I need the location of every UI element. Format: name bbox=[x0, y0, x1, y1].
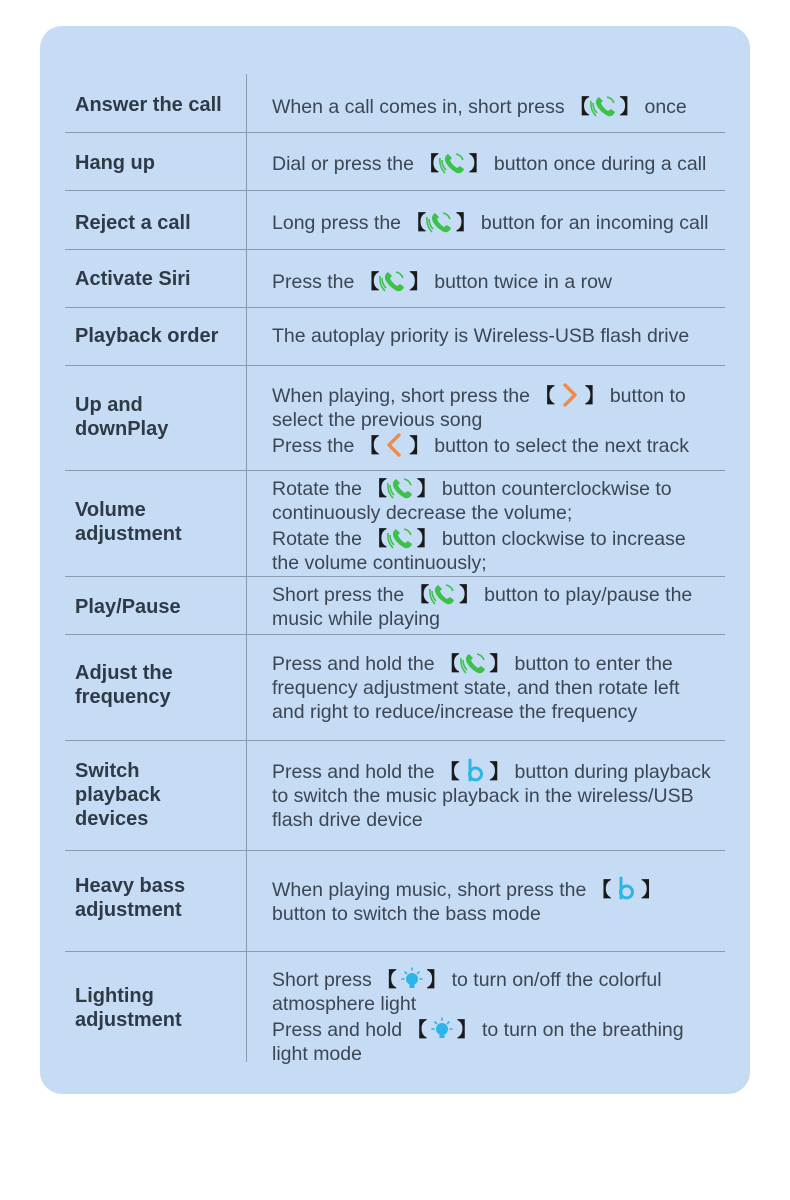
description-line bbox=[272, 700, 742, 724]
row-divider bbox=[65, 190, 725, 191]
description-line bbox=[272, 581, 742, 607]
function-description bbox=[272, 93, 742, 119]
close-bracket: 】 bbox=[468, 153, 489, 175]
description-line bbox=[272, 650, 742, 676]
row-divider bbox=[65, 249, 725, 250]
description-text: button to bbox=[604, 385, 686, 407]
bracketed-phone-call-icon bbox=[570, 96, 639, 118]
description-text: continuously decrease the volume; bbox=[272, 502, 573, 524]
close-bracket: 】 bbox=[489, 761, 510, 783]
phone-call-icon bbox=[379, 271, 409, 293]
chevron-right-icon bbox=[555, 385, 585, 407]
row-divider bbox=[65, 951, 725, 952]
description-text: Rotate the bbox=[272, 528, 368, 550]
function-description bbox=[272, 876, 742, 926]
bracketed-phone-call-icon bbox=[419, 153, 488, 175]
bracketed-phone-call-icon bbox=[367, 478, 436, 500]
description-text: button for an incoming call bbox=[475, 212, 709, 234]
row-divider bbox=[65, 634, 725, 635]
bracketed-phone-call-icon bbox=[410, 584, 479, 606]
bracketed-phone-call-icon bbox=[367, 528, 436, 550]
column-divider bbox=[246, 74, 247, 1062]
description-line bbox=[272, 209, 742, 235]
phone-call-icon bbox=[387, 478, 417, 500]
description-text: flash drive device bbox=[272, 809, 423, 831]
description-text: Press and hold the bbox=[272, 653, 441, 675]
bracketed-chevron-right-icon bbox=[535, 385, 604, 407]
description-text: Long press the bbox=[272, 212, 407, 234]
function-label-hang-up: Hang up bbox=[75, 152, 155, 174]
function-label-play-pause: Play/Pause bbox=[75, 596, 181, 618]
bass-b-icon bbox=[460, 761, 490, 783]
close-bracket: 】 bbox=[416, 528, 437, 550]
description-text: button to select the next track bbox=[428, 435, 689, 457]
bass-b-icon bbox=[611, 879, 641, 901]
close-bracket: 】 bbox=[457, 1019, 477, 1041]
phone-call-icon bbox=[387, 528, 417, 550]
open-bracket: 【 bbox=[591, 879, 612, 901]
description-text: light mode bbox=[272, 1043, 362, 1065]
description-text: button twice in a row bbox=[428, 271, 613, 293]
row-divider bbox=[65, 576, 725, 577]
bracketed-phone-call-icon bbox=[360, 271, 429, 293]
open-bracket: 【 bbox=[359, 435, 380, 457]
description-line bbox=[272, 324, 742, 348]
function-description bbox=[272, 581, 742, 631]
close-bracket: 】 bbox=[409, 271, 429, 293]
close-bracket: 】 bbox=[426, 969, 447, 991]
open-bracket: 【 bbox=[440, 653, 460, 675]
description-line bbox=[272, 1016, 742, 1042]
description-line bbox=[272, 966, 742, 992]
open-bracket: 【 bbox=[367, 528, 387, 550]
close-bracket: 】 bbox=[409, 435, 429, 457]
close-bracket: 】 bbox=[459, 584, 479, 606]
description-text: once bbox=[639, 96, 687, 118]
function-label-volume-adjustment: Volume adjustment bbox=[75, 499, 182, 545]
function-description bbox=[272, 268, 742, 294]
light-bulb-icon bbox=[427, 1019, 457, 1041]
function-label-heavy-bass-adjustment: Heavy bass adjustment bbox=[75, 875, 186, 921]
bracketed-chevron-left-icon bbox=[360, 435, 429, 457]
function-description bbox=[272, 758, 742, 832]
description-line bbox=[272, 501, 742, 525]
description-line bbox=[272, 93, 742, 119]
function-description bbox=[272, 475, 742, 575]
bracketed-phone-call-icon bbox=[440, 653, 509, 675]
bracketed-phone-call-icon bbox=[406, 212, 475, 234]
phone-call-icon bbox=[590, 96, 620, 118]
function-description bbox=[272, 650, 742, 724]
row-divider bbox=[65, 132, 725, 133]
bracketed-bass-b-icon bbox=[592, 879, 661, 901]
description-line bbox=[272, 784, 742, 808]
description-text: music while playing bbox=[272, 608, 440, 630]
description-text: button to play/pause the bbox=[478, 584, 693, 606]
description-text: button to switch the bass mode bbox=[272, 903, 541, 925]
function-label-answer-the-call: Answer the call bbox=[75, 94, 222, 116]
description-line bbox=[272, 432, 742, 458]
description-line bbox=[272, 150, 742, 176]
description-text: button once during a call bbox=[488, 153, 707, 175]
function-label-reject-a-call: Reject a call bbox=[75, 212, 191, 234]
open-bracket: 【 bbox=[406, 212, 426, 234]
light-bulb-icon bbox=[397, 969, 427, 991]
function-description bbox=[272, 150, 742, 176]
function-label-playback-order: Playback order bbox=[75, 325, 219, 347]
description-text: Rotate the bbox=[272, 478, 368, 500]
description-text: When playing, short press the bbox=[272, 385, 536, 407]
open-bracket: 【 bbox=[377, 969, 397, 991]
phone-call-icon bbox=[439, 153, 469, 175]
description-text: Press the bbox=[272, 271, 360, 293]
description-line bbox=[272, 525, 742, 551]
function-description bbox=[272, 382, 742, 458]
description-text: select the previous song bbox=[272, 409, 483, 431]
open-bracket: 【 bbox=[440, 761, 460, 783]
description-text: Press the bbox=[272, 435, 360, 457]
description-text: to turn on the breathing bbox=[476, 1019, 684, 1041]
function-label-activate-siri: Activate Siri bbox=[75, 268, 191, 290]
function-label-lighting-adjustment: Lighting adjustment bbox=[75, 985, 182, 1031]
description-line bbox=[272, 992, 742, 1016]
description-line bbox=[272, 607, 742, 631]
open-bracket: 【 bbox=[367, 478, 387, 500]
close-bracket: 】 bbox=[619, 96, 640, 118]
close-bracket: 】 bbox=[489, 653, 510, 675]
phone-call-icon bbox=[460, 653, 490, 675]
description-text: Short press the bbox=[272, 584, 410, 606]
description-text: frequency adjustment state, and then rotate left bbox=[272, 677, 680, 699]
open-bracket: 【 bbox=[359, 271, 380, 293]
function-description bbox=[272, 966, 742, 1066]
row-divider bbox=[65, 850, 725, 851]
description-text: button clockwise to increase bbox=[436, 528, 686, 550]
description-line bbox=[272, 676, 742, 700]
description-line bbox=[272, 475, 742, 501]
description-line bbox=[272, 876, 742, 902]
close-bracket: 】 bbox=[416, 478, 437, 500]
description-text: button counterclockwise to bbox=[436, 478, 672, 500]
description-line bbox=[272, 551, 742, 575]
row-divider bbox=[65, 740, 725, 741]
description-line bbox=[272, 268, 742, 294]
function-description bbox=[272, 209, 742, 235]
phone-call-icon bbox=[426, 212, 456, 234]
description-text: button to enter the bbox=[509, 653, 673, 675]
description-text: button during playback bbox=[509, 761, 711, 783]
phone-call-icon bbox=[429, 584, 459, 606]
description-line bbox=[272, 902, 742, 926]
description-line bbox=[272, 808, 742, 832]
description-text: and right to reduce/increase the frequency bbox=[272, 701, 638, 723]
function-label-switch-playback-devices: Switch playback devices bbox=[75, 760, 161, 830]
row-divider bbox=[65, 365, 725, 366]
description-line bbox=[272, 758, 742, 784]
close-bracket: 】 bbox=[455, 212, 476, 234]
description-text: to switch the music playback in the wireless/USB bbox=[272, 785, 694, 807]
open-bracket: 【 bbox=[570, 96, 590, 118]
bracketed-light-bulb-icon bbox=[408, 1019, 477, 1041]
description-text: to turn on/off the colorful bbox=[446, 969, 662, 991]
description-line bbox=[272, 408, 742, 432]
row-divider bbox=[65, 470, 725, 471]
open-bracket: 【 bbox=[419, 153, 439, 175]
function-description bbox=[272, 324, 742, 348]
open-bracket: 【 bbox=[535, 385, 555, 407]
function-label-up-and-downplay: Up and downPlay bbox=[75, 394, 169, 440]
bracketed-bass-b-icon bbox=[440, 761, 509, 783]
close-bracket: 】 bbox=[584, 385, 605, 407]
description-text: When playing music, short press the bbox=[272, 879, 592, 901]
bracketed-light-bulb-icon bbox=[377, 969, 446, 991]
description-text: When a call comes in, short press bbox=[272, 96, 571, 118]
function-label-adjust-the-frequency: Adjust the frequency bbox=[75, 662, 173, 708]
description-text: Short press bbox=[272, 969, 378, 991]
description-text: The autoplay priority is Wireless-USB flash drive bbox=[272, 325, 690, 347]
description-text: Press and hold the bbox=[272, 761, 441, 783]
open-bracket: 【 bbox=[407, 1019, 428, 1041]
description-text: atmosphere light bbox=[272, 993, 417, 1015]
description-text: the volume continuously; bbox=[272, 552, 487, 574]
chevron-left-icon bbox=[379, 435, 409, 457]
close-bracket: 】 bbox=[641, 879, 661, 901]
description-text: Dial or press the bbox=[272, 153, 420, 175]
open-bracket: 【 bbox=[409, 584, 430, 606]
description-line bbox=[272, 1042, 742, 1066]
row-divider bbox=[65, 307, 725, 308]
description-line bbox=[272, 382, 742, 408]
description-text: Press and hold bbox=[272, 1019, 408, 1041]
